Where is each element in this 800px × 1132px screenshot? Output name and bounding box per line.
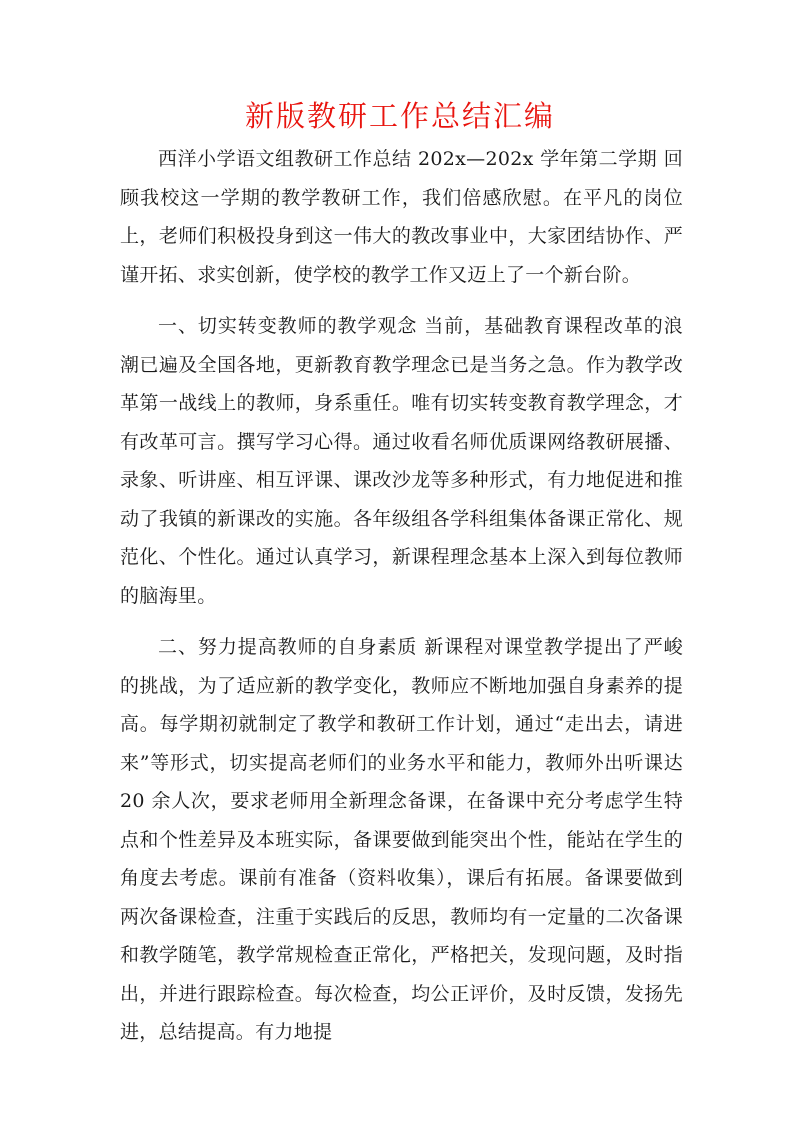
- paragraph-section-two: 二、努力提高教师的自身素质 新课程对课堂教学提出了严峻的挑战，为了适应新的教学变化，教师应不断地加强自身素养的提高。每学期初就制定了教学和教研工作计划，通过“走出去，请进来”等形式，切实提高老师们的业务水平和能力，教师外出听课达 20 余人次，要求老师用全新理念备课，在备课中充分考虑学生特点和个性差异及本班实际，备课要做到能突出个性，能站在学生的角度去考虑。课前有准备（资料收集），课后有拓展。备课要做到两次备课检查，注重于实践后的反思，教师均有一定量的二次备课和教学随笔，教学常规检查正常化，严格把关，发现问题，及时指出，并进行跟踪检查。每次检查，均公正评价，及时反馈，发扬先进，总结提高。有力地提: [120, 636, 683, 1043]
- paragraph-intro: 西洋小学语文组教研工作总结 202x—202x 学年第二学期 回顾我校这一学期的教学教研工作，我们倍感欣慰。在平凡的岗位上，老师们积极投身到这一伟大的教改事业中，大家团结协作、严谨开拓、求实创新，使学校的教学工作又迈上了一个新台阶。: [120, 148, 683, 286]
- document-title: 新版教研工作总结汇编: [244, 99, 555, 133]
- document-body: [120, 140, 683, 1052]
- paragraph-section-one: 一、切实转变教师的教学观念 当前，基础教育课程改革的浪潮已遍及全国各地，更新教育教学理念已是当务之急。作为教学改革第一战线上的教师，身系重任。唯有切实转变教育教学理念，才有改革可言。撰写学习心得。通过收看名师优质课网络教研展播、录象、听讲座、相互评课、课改沙龙等多种形式，有力地促进和推动了我镇的新课改的实施。各年级组各学科组集体备课正常化、规范化、个性化。通过认真学习，新课程理念基本上深入到每位教师的脑海里。: [120, 315, 683, 607]
